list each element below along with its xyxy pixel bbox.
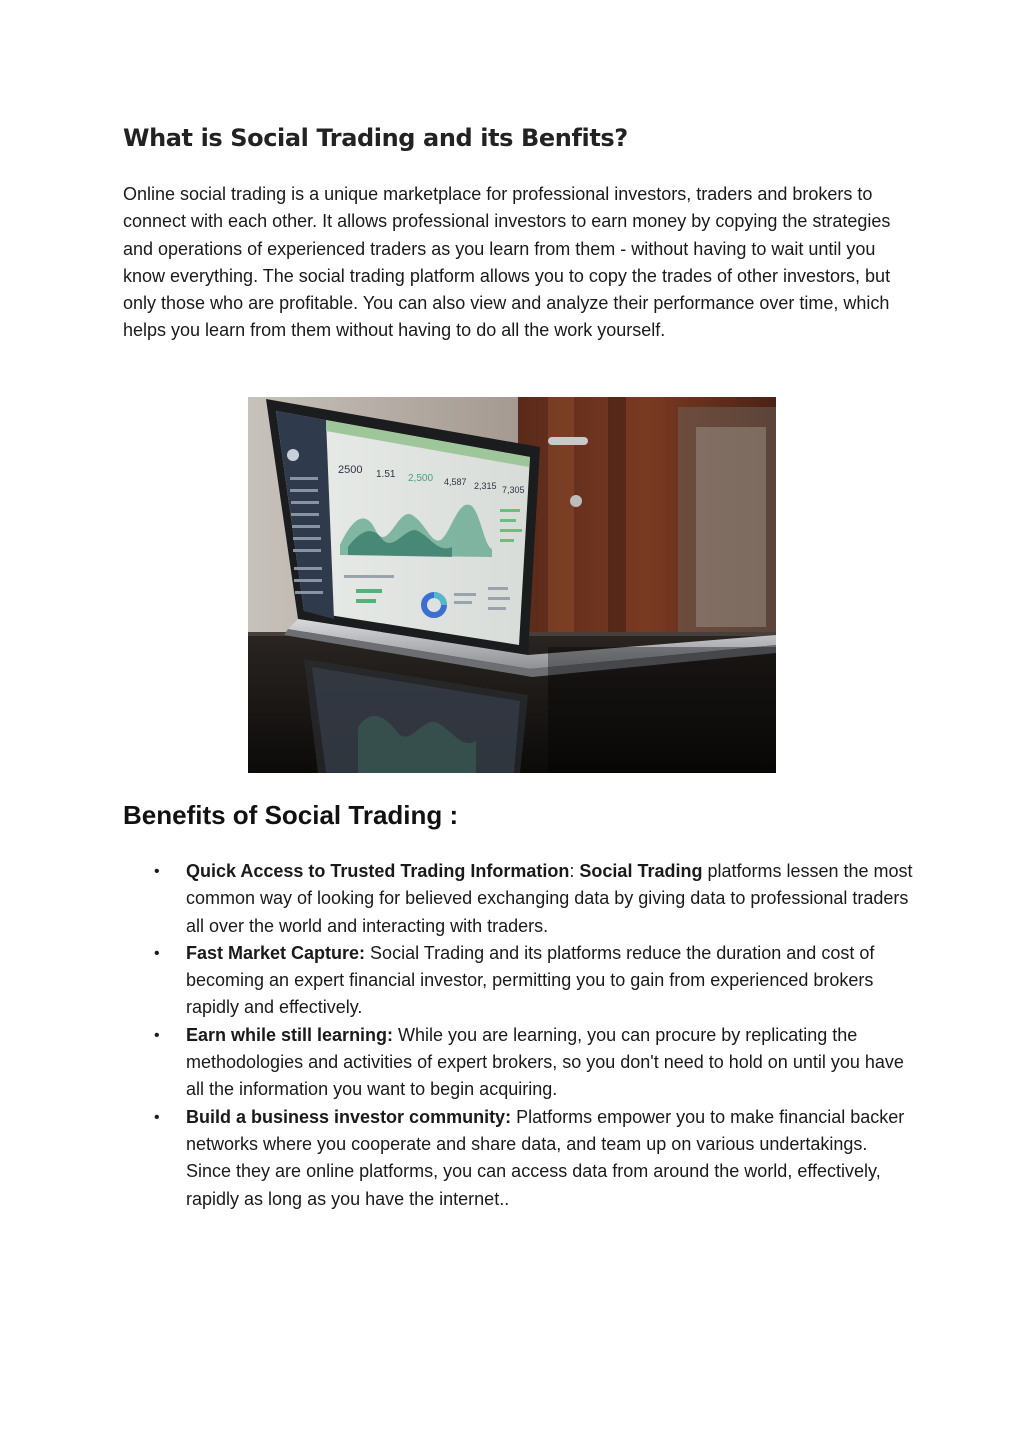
benefit-title: Quick Access to Trusted Trading Information: [186, 861, 570, 881]
list-item: [154, 1104, 914, 1213]
list-item: [154, 1022, 914, 1104]
screen-stat: 2500: [338, 464, 363, 476]
screen-stat: 2,315: [474, 481, 497, 491]
screen-stat: 1.51: [376, 469, 396, 480]
bullet-icon: •: [154, 944, 160, 962]
screen-stat: 4,587: [444, 477, 467, 487]
list-item: [154, 940, 914, 1022]
intro-paragraph: Online social trading is a unique marketplace for professional investors, traders and brokers to connect with each other. It allows professional investors to earn money by copying the strategies and operations of experienced traders as you learn from them - without having to wait until you know everything. The social trading platform allows you to copy the trades of other investors, but only those who are profitable. You can also view and analyze their performance over time, which helps you learn from them without having to do all the work yourself.: [123, 184, 891, 341]
benefit-text: Social Trading and its platforms reduce the duration and cost of becoming an expert financial investor, permitting you to gain from experienced brokers rapidly and effectively.: [186, 942, 875, 1018]
benefit-text: platforms lessen the most common way of looking for believed exchanging data by giving data to professional traders all over the world and interacting with traders.: [186, 861, 913, 936]
bullet-icon: •: [154, 1026, 160, 1044]
benefit-title: Earn while still learning:: [186, 1024, 394, 1045]
page-title: What is Social Trading and its Benfits?: [123, 124, 628, 152]
bullet-icon: •: [154, 863, 160, 880]
screen-stat: 7,305: [502, 485, 525, 495]
benefits-heading: Benefits of Social Trading :: [123, 800, 459, 830]
laptop-dashboard-photo: [248, 397, 776, 773]
benefits-list: [154, 858, 914, 1213]
benefit-text: Platforms empower you to make financial backer networks where you cooperate and share data, and team up on various undertakings. Since they are online platforms, you can access data from around the world, effectively, rapidly as long as you have the internet..: [186, 1106, 905, 1209]
screen-stat: 2,500: [408, 473, 434, 484]
benefit-title-secondary: Social Trading: [579, 861, 703, 881]
benefit-text: While you are learning, you can procure by replicating the methodologies and activities of expert brokers, so you don't need to hold on until you have all the information you want to begin acquiring.: [186, 1024, 904, 1100]
benefit-title: Build a business investor community:: [186, 1106, 512, 1127]
bullet-icon: •: [154, 1108, 160, 1126]
list-item: [154, 858, 914, 940]
benefit-title: Fast Market Capture:: [186, 942, 366, 963]
benefit-separator: :: [569, 861, 580, 881]
